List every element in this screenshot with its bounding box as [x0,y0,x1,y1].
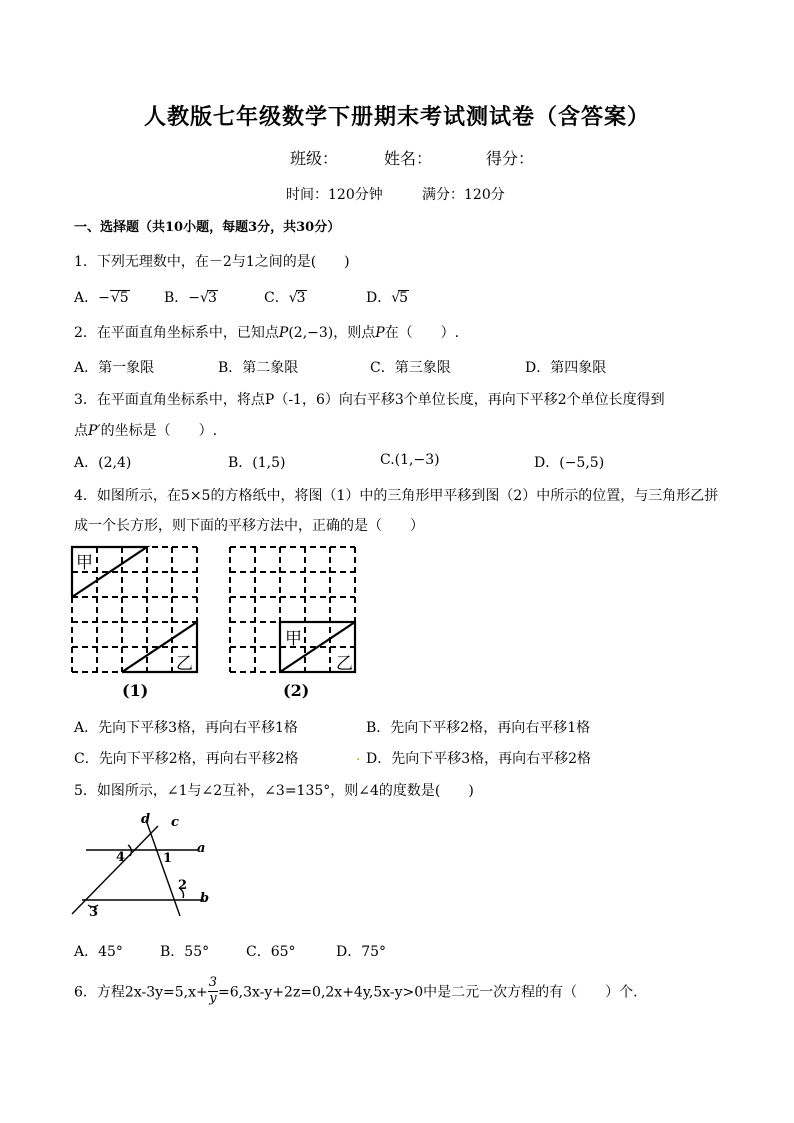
question-6-stem: 6．方程2x-3y=5,x+ $\frac{3}{y}$ =6,3x-y+2z=0,2x+4y,5x-y>0中是二元一次方程的有（ ）个. [74,975,638,1006]
name-label: 姓名： [384,149,433,168]
line-label-c: c [171,815,179,830]
question-5-option-a: A．45° [74,944,123,960]
label-yi-fig2: 乙 [336,654,353,674]
question-3-stem-line1: 3．在平面直角坐标系中，将点P（-1，6）向右平移3个单位长度，再向下平移2个单位长度得到 [74,392,665,408]
question-1-option-a: A．−√5 [74,290,129,306]
question-1-option-b: B．−√3 [164,290,217,306]
stray-dot: . [356,748,361,764]
angle-label-2: 2 [178,878,188,893]
angle-label-4: 4 [116,850,126,865]
question-3-option-b: B．(1,5) [228,455,286,471]
question-2-stem: 2．在平面直角坐标系中，已知点P(2,−3)，则点P在（ ）. [74,325,460,341]
question-4-option-d: D．先向下平移3格，再向右平移2格 [366,751,592,767]
question-5-option-b: B．55° [160,944,210,960]
question-4-option-b: B．先向下平移2格，再向右平移1格 [366,720,591,736]
figure-1-caption: (1) [122,681,149,700]
question-4-stem-line2: 成一个长方形，则下面的平移方法中，正确的是（ ） [74,518,424,534]
question-4-stem-line1: 4．如图所示，在5×5的方格纸中，将图（1）中的三角形甲平移到图（2）中所示的位置，与三角形乙拼 [74,488,719,504]
question-5-option-c: C．65° [246,944,296,960]
score-label: 得分： [486,149,535,168]
question-3-option-d: D．(−5,5) [534,455,605,471]
fraction-3-over-y: $\frac{3}{y}$ [208,975,218,1006]
question-4-option-a: A．先向下平移3格，再向右平移1格 [74,720,298,736]
question-2-option-d: D．第四象限 [525,360,607,376]
label-jia-fig2: 甲 [285,629,302,649]
line-label-a: a [197,841,206,856]
section-heading: 一、选择题（共10小题，每题3分，共30分） [74,220,341,235]
angle-label-3: 3 [89,905,99,920]
question-1-option-d: D．√5 [366,290,409,306]
question-5-option-d: D．75° [336,944,387,960]
line-label-d: d [141,812,151,827]
question-5-stem: 5．如图所示，∠1与∠2互补，∠3=135°，则∠4的度数是( ) [74,783,474,799]
label-yi-fig1: 乙 [176,654,193,674]
question-1-option-c: C．√3 [264,290,306,306]
page-title: 人教版七年级数学下册期末考试测试卷（含答案） [143,104,650,130]
class-label: 班级： [290,149,339,168]
label-jia-fig1: 甲 [76,553,93,573]
exam-full-score: 满分：120分 [422,187,505,203]
line-label-b: b [200,891,210,906]
question-4-option-c: C．先向下平移2格，再向右平移2格 [74,751,299,767]
question-2-option-b: B．第二象限 [218,360,299,376]
question-2-option-c: C．第三象限 [370,360,451,376]
exam-time: 时间：120分钟 [286,187,383,203]
angle-label-1: 1 [163,851,173,866]
figure-2-caption: (2) [283,681,310,700]
question-3-stem-line2: 点P′的坐标是（ ）. [74,423,218,439]
question-2-option-a: A．第一象限 [74,360,155,376]
question-1-stem: 1．下列无理数中，在－2与1之间的是( ) [74,254,350,270]
question-3-option-a: A．(2,4) [74,455,132,471]
question-3-option-c: C.(1,−3) [380,452,440,468]
